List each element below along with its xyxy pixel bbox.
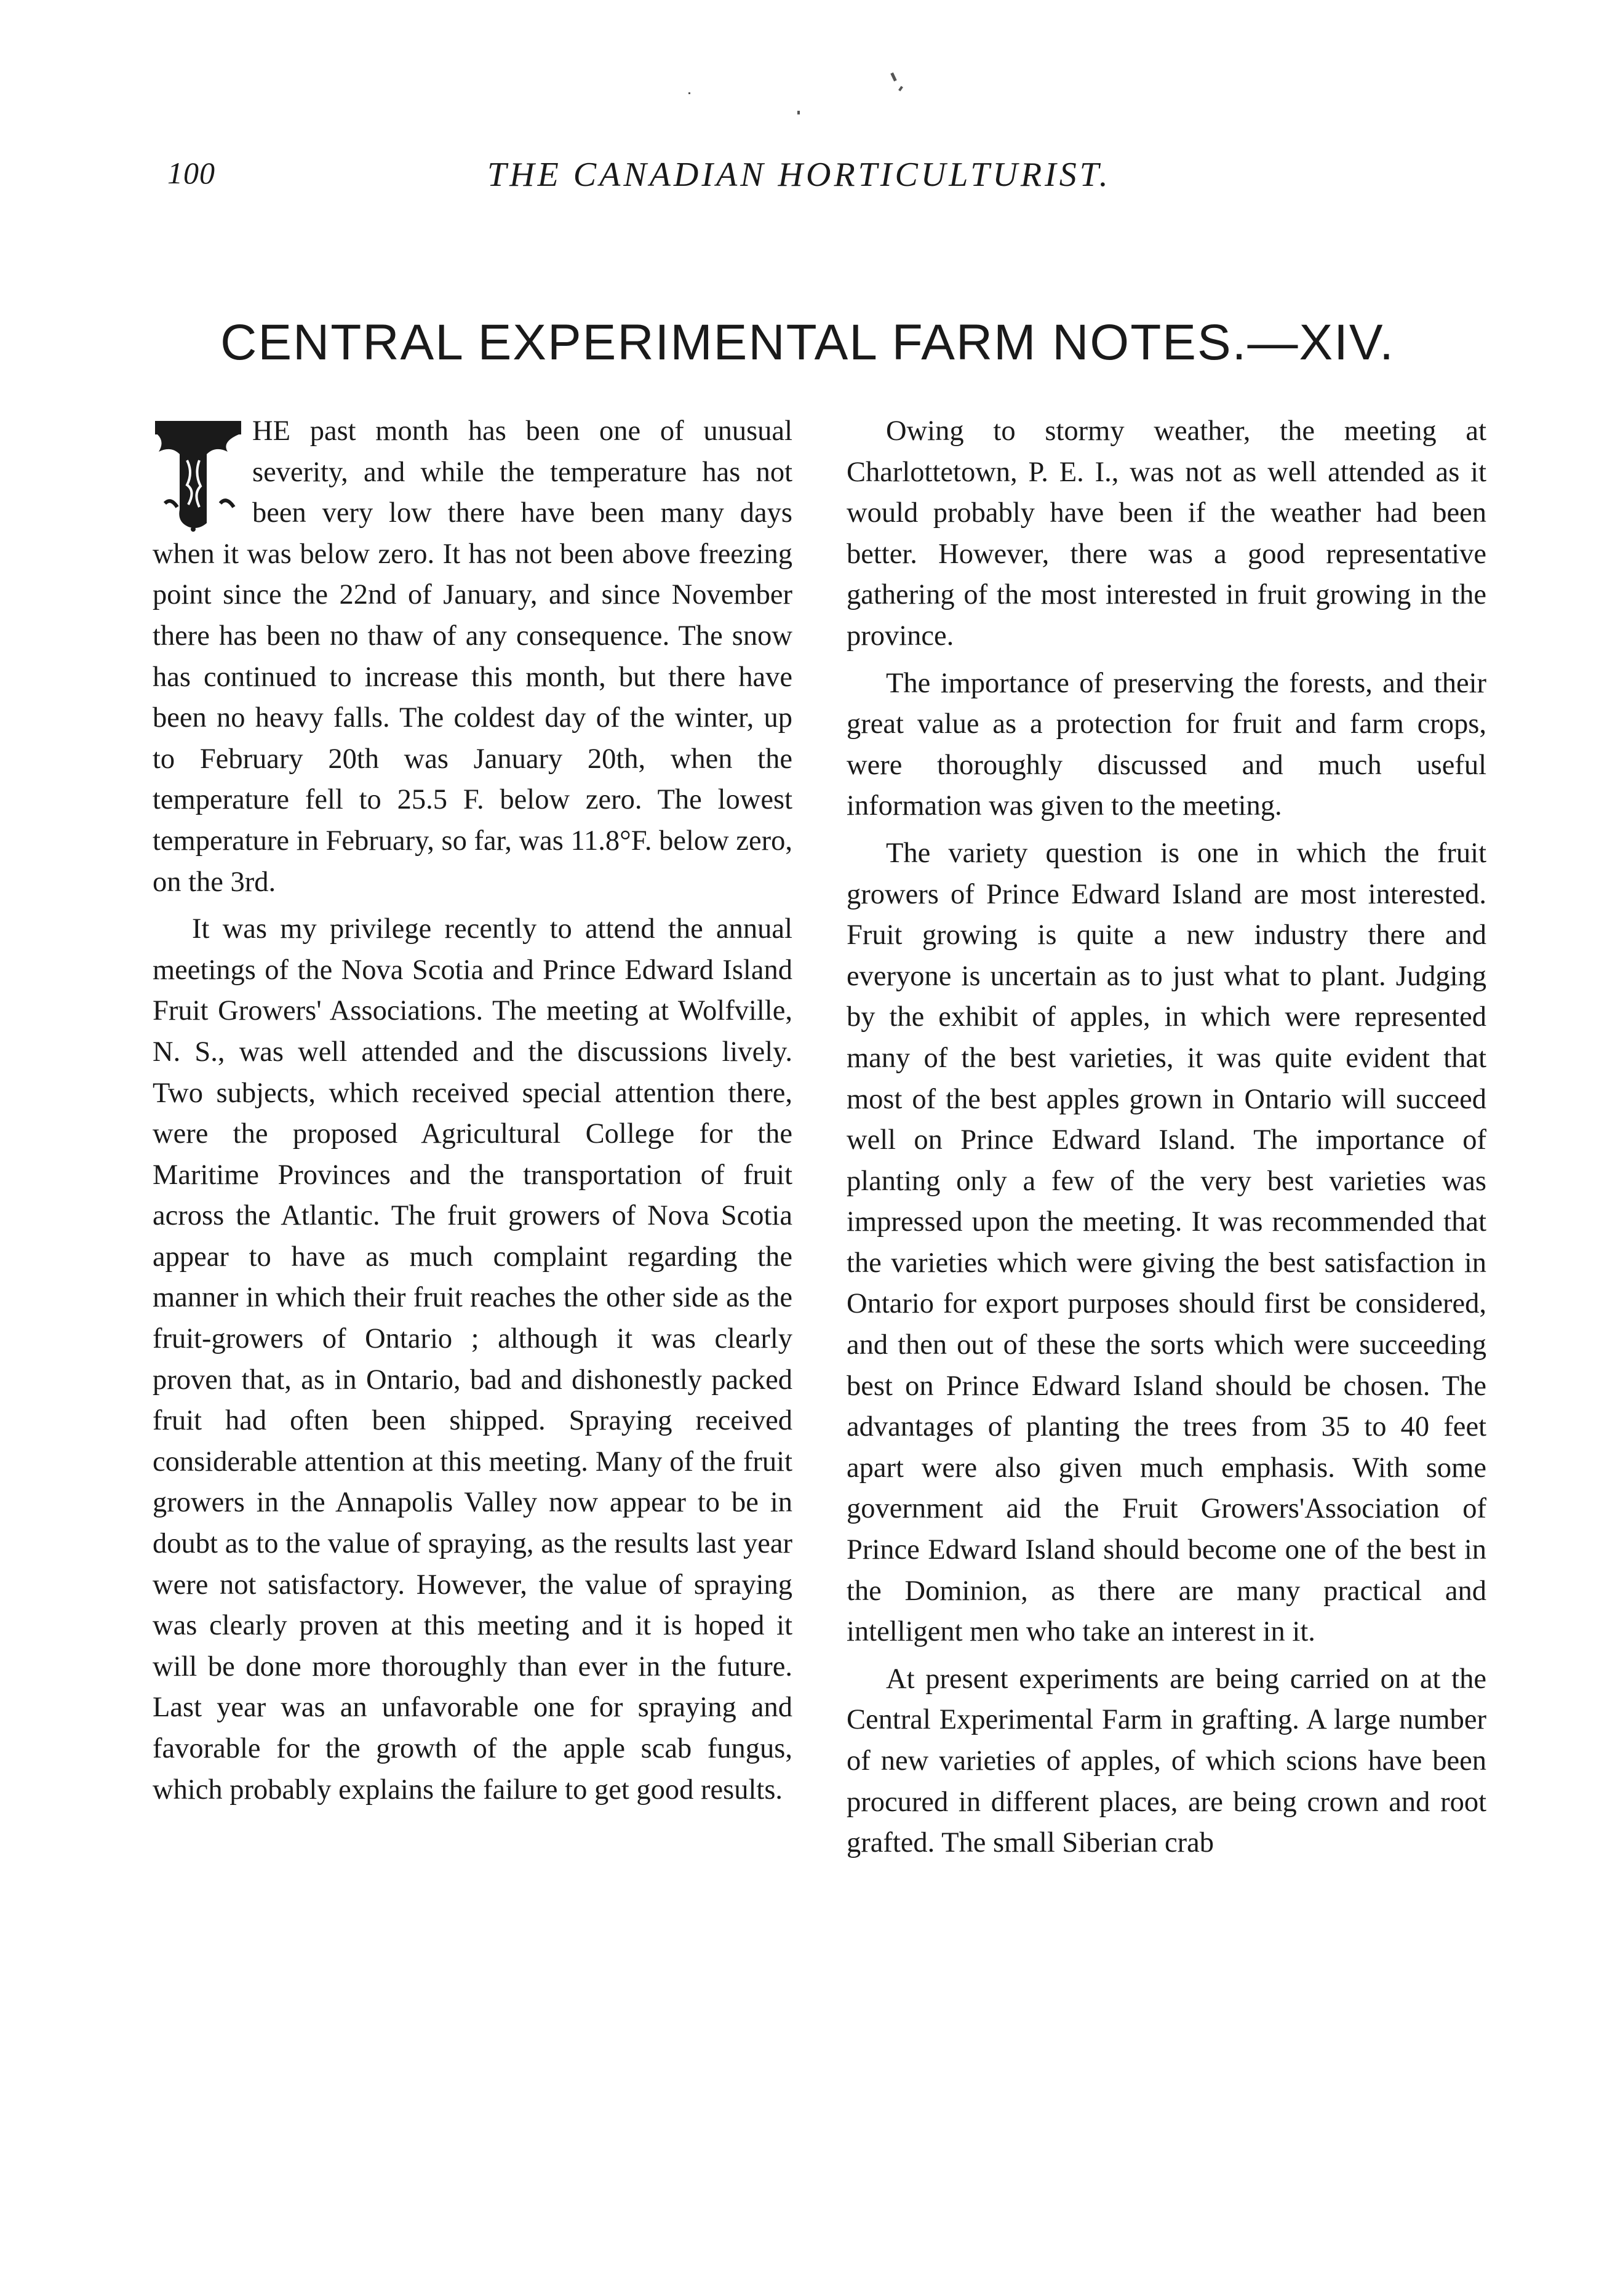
article-title: CENTRAL EXPERIMENTAL FARM NOTES.—XIV.	[220, 314, 1395, 370]
print-speck	[688, 92, 690, 94]
drop-cap	[153, 417, 244, 533]
paragraph-text: HE past month has been one of unusual severity, and while the temperature has not been very low there have been many days when it was below zero. It has not been above freezing point since the 22nd of January, and since November there has been no thaw of any consequence. The snow has continued to increase this month, but there have been no heavy falls. The coldest day of the winter, up to February 20th was January 20th, when the temperature fell to 25.5 F. below zero. The lowest temperature in February, so far, was 11.8°F. below zero, on the 3rd.	[153, 415, 792, 898]
paragraph	[153, 411, 792, 903]
running-title: THE CANADIAN HORTICULTURIST.	[487, 156, 1111, 194]
right-column	[847, 411, 1486, 1870]
left-column	[153, 411, 792, 1817]
paragraph: The variety question is one in which the fruit growers of Prince Edward Island are most interested. Fruit growing is quite a new industry there and everyone is uncertain as to just what to plant. Judging by the exhibit of apples, in which were represented many of the best varieties, it was quite evident that most of the best apples grown in Ontario will succeed well on Prince Edward Island. The importance of planting only a few of the very best varieties was impressed upon the meeting. It was recommended that the varieties which were giving the best satisfaction in Ontario for export purposes should first be considered, and then out of these the sorts which were succeeding best on Prince Edward Island should be chosen. The advantages of planting the trees from 35 to 40 feet apart were also given much emphasis. With some government aid the Fruit Growers'Association of Prince Edward Island should become one of the best in the Dominion, as there are many practical and intelligent men who take an interest in it.	[847, 837, 1486, 1648]
paragraph: Owing to stormy weather, the meeting at Charlottetown, P. E. I., was not as well attended as it would probably have been if the weather had been better. However, there was a good representative gathering of the most interested in fruit growing in the province.	[847, 415, 1486, 652]
page-number: 100	[167, 156, 215, 190]
print-speck	[898, 86, 903, 92]
paragraph: At present experiments are being carried on at the Central Experimental Farm in grafting. A large number of new varieties of apples, of which scions have been procured in different places, are being crown and root grafted. The small Siberian crab	[847, 1663, 1486, 1859]
paragraph: The importance of preserving the forests, and their great value as a protection for fruit and farm crops, were thoroughly discussed and much useful information was given to the meeting.	[847, 667, 1486, 822]
running-header	[167, 155, 1496, 204]
print-speck	[890, 73, 896, 82]
paragraph: It was my privilege recently to attend the annual meetings of the Nova Scotia and Prince Edward Island Fruit Growers' Associations. The meeting at Wolfville, N. S., was well attended and the discussions lively. Two subjects, which received special attention there, were the proposed Agricultural College for the Maritime Provinces and the transportation of fruit across the Atlantic. The fruit growers of Nova Scotia appear to have as much complaint regarding the manner in which their fruit reaches the other side as the fruit-growers of Ontario ; although it was clearly proven that, as in Ontario, bad and dishonestly packed fruit had often been shipped. Spraying received considerable attention at this meeting. Many of the fruit growers in the Annapolis Valley now appear to be in doubt as to the value of spraying, as the results last year were not satisfactory. However, the value of spraying was clearly proven at this meeting and it is hoped it will be done more thoroughly than ever in the future. Last year was an unfavorable one for spraying and favorable for the growth of the apple scab fungus, which probably explains the failure to get good results.	[153, 913, 792, 1806]
drop-cap-letter	[153, 417, 244, 533]
print-speck	[797, 111, 800, 114]
